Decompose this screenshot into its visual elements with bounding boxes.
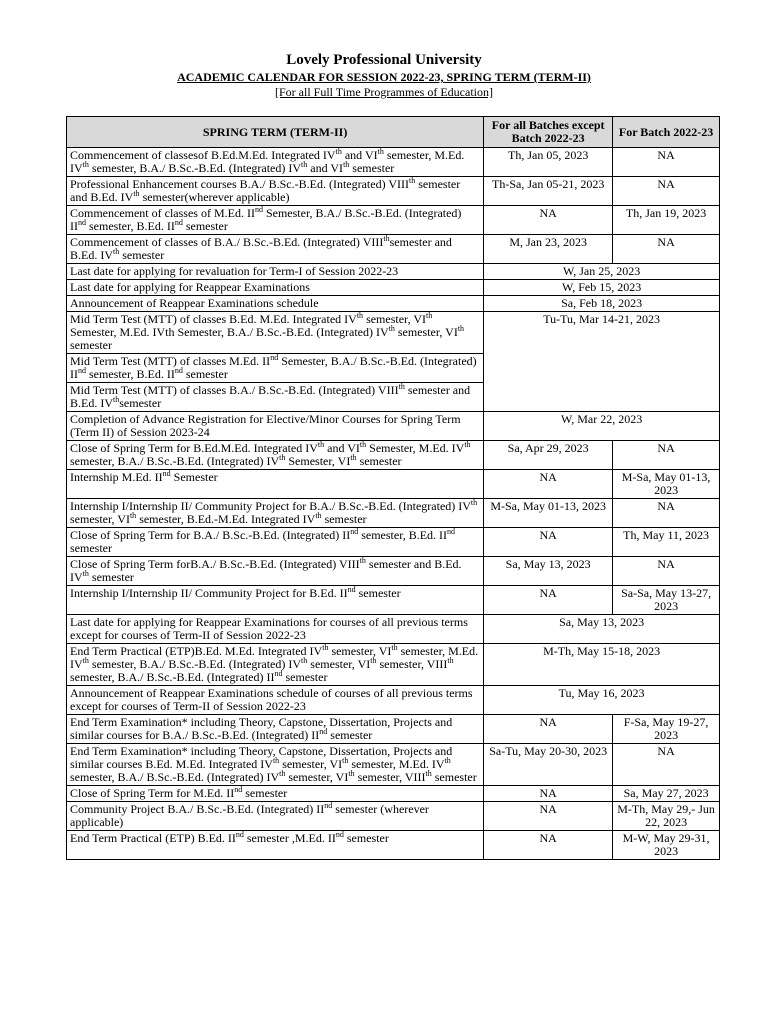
- date-other-batches: Sa, May 13, 2023: [484, 557, 613, 586]
- date-batch-2022-23: NA: [613, 148, 720, 177]
- ordinal-superscript: th: [133, 189, 140, 198]
- ordinal-superscript: th: [322, 643, 329, 652]
- table-row: [67, 296, 720, 312]
- table-row: [67, 235, 720, 264]
- table-row: [67, 264, 720, 280]
- ordinal-superscript: th: [82, 656, 89, 665]
- date-batch-2022-23: M-W, May 29-31, 2023: [613, 831, 720, 860]
- event-description: [67, 528, 484, 557]
- event-text: Last date for applying for Reappear Examinations: [70, 280, 310, 294]
- event-text: Commencement of classesof B.Ed.M.Ed. Integrated IV: [70, 148, 336, 162]
- event-description: [67, 312, 484, 354]
- table-row: [67, 686, 720, 715]
- ordinal-superscript: th: [113, 395, 120, 404]
- date-batch-2022-23: NA: [613, 441, 720, 470]
- event-text: and VI: [307, 161, 344, 175]
- calendar-title: ACADEMIC CALENDAR FOR SESSION 2022-23, SPRING TERM (TERM-II): [177, 70, 591, 84]
- event-description: [67, 831, 484, 860]
- table-row: [67, 206, 720, 235]
- table-row: [67, 470, 720, 499]
- event-text: semester, VIII: [376, 657, 448, 671]
- event-text: semester and B.Ed. IV: [70, 557, 462, 584]
- event-description: [67, 412, 484, 441]
- event-text: Mid Term Test (MTT) of classes B.A./ B.Sc.-B.Ed. (Integrated) VIII: [70, 383, 399, 397]
- event-description: [67, 354, 484, 383]
- ordinal-superscript: nd: [319, 727, 328, 736]
- event-text: semester: [70, 541, 112, 555]
- event-text: semester: [431, 770, 477, 784]
- event-description: [67, 686, 484, 715]
- ordinal-superscript: th: [383, 234, 390, 243]
- event-text: semester: [182, 367, 228, 381]
- ordinal-superscript: th: [342, 756, 349, 765]
- table-row: [67, 586, 720, 615]
- date-all-batches: Sa, May 13, 2023: [484, 615, 720, 644]
- ordinal-superscript: th: [370, 656, 377, 665]
- date-other-batches: NA: [484, 715, 613, 744]
- ordinal-superscript: th: [301, 160, 308, 169]
- event-text: semester ,M.Ed. II: [243, 831, 336, 845]
- table-row: [67, 715, 720, 744]
- date-other-batches: Sa-Tu, May 20-30, 2023: [484, 744, 613, 786]
- ordinal-superscript: nd: [234, 785, 243, 794]
- date-all-batches: M-Th, May 15-18, 2023: [484, 644, 720, 686]
- date-other-batches: M, Jan 23, 2023: [484, 235, 613, 264]
- ordinal-superscript: nd: [324, 801, 333, 810]
- ordinal-superscript: nd: [78, 366, 86, 375]
- event-description: [67, 264, 484, 280]
- event-text: Semester, M.Ed. IVth Semester, B.A./ B.Sc.-B.Ed. (Integrated) IV: [70, 325, 389, 339]
- table-row: [67, 744, 720, 786]
- event-text: Announcement of Reappear Examinations schedule of courses of all previous terms except for courses of Term-II of Session 2022-23: [70, 686, 473, 713]
- date-all-batches: W, Jan 25, 2023: [484, 264, 720, 280]
- date-all-batches: Sa, Feb 18, 2023: [484, 296, 720, 312]
- ordinal-superscript: th: [426, 311, 433, 320]
- event-description: [67, 470, 484, 499]
- ordinal-superscript: th: [272, 756, 280, 765]
- event-description: [67, 557, 484, 586]
- ordinal-superscript: th: [464, 440, 471, 449]
- date-batch-2022-23: NA: [613, 557, 720, 586]
- date-other-batches: NA: [484, 528, 613, 557]
- event-text: Close of Spring Term forB.A./ B.Sc.-B.Ed. (Integrated) VIII: [70, 557, 360, 571]
- ordinal-superscript: th: [113, 247, 120, 256]
- event-text: semester: [343, 831, 389, 845]
- ordinal-superscript: nd: [235, 830, 244, 839]
- ordinal-superscript: th: [348, 769, 355, 778]
- ordinal-superscript: th: [356, 311, 364, 320]
- event-description: [67, 499, 484, 528]
- event-text: Commencement of classes of B.A./ B.Sc.-B.Ed. (Integrated) VIII: [70, 235, 384, 249]
- ordinal-superscript: nd: [78, 218, 86, 227]
- ordinal-superscript: th: [343, 160, 350, 169]
- event-description: [67, 786, 484, 802]
- event-text: semester: [182, 219, 228, 233]
- event-description: [67, 206, 484, 235]
- event-text: semester: [119, 248, 165, 262]
- event-text: Community Project B.A./ B.Sc.-B.Ed. (Integrated) II: [70, 802, 325, 816]
- event-description: [67, 644, 484, 686]
- date-batch-2022-23: Th, Jan 19, 2023: [613, 206, 720, 235]
- event-text: semester and B.Ed. IV: [70, 177, 461, 204]
- event-text: semester, VI: [394, 325, 458, 339]
- event-description: [67, 586, 484, 615]
- table-row: [67, 786, 720, 802]
- date-other-batches: NA: [484, 802, 613, 831]
- date-batch-2022-23: NA: [613, 235, 720, 264]
- ordinal-superscript: nd: [274, 669, 283, 678]
- table-row: [67, 615, 720, 644]
- event-text: semester: [70, 338, 112, 352]
- ordinal-superscript: nd: [174, 218, 183, 227]
- ordinal-superscript: th: [447, 656, 454, 665]
- ordinal-superscript: th: [444, 756, 451, 765]
- event-text: semester, M.Ed. IV: [70, 644, 479, 671]
- date-batch-2022-23: F-Sa, May 19-27, 2023: [613, 715, 720, 744]
- event-text: semester, B.A./ B.Sc.-B.Ed. (Integrated) IV: [70, 770, 280, 784]
- date-all-batches: W, Feb 15, 2023: [484, 280, 720, 296]
- event-text: semester, VIII: [354, 770, 426, 784]
- event-text: semester, VI: [307, 657, 371, 671]
- date-other-batches: NA: [484, 786, 613, 802]
- event-text: semester: [282, 670, 328, 684]
- ordinal-superscript: th: [398, 382, 405, 391]
- table-header-row: [67, 117, 720, 148]
- event-text: semester, B.A./ B.Sc.-B.Ed. (Integrated) IV: [88, 657, 302, 671]
- event-description: [67, 744, 484, 786]
- table-row: [67, 441, 720, 470]
- date-batch-2022-23: Th, May 11, 2023: [613, 528, 720, 557]
- ordinal-superscript: th: [350, 453, 357, 462]
- ordinal-superscript: th: [425, 769, 432, 778]
- event-text: Semester, VI: [285, 454, 351, 468]
- event-text: semester, B.Ed. II: [358, 528, 448, 542]
- event-description: [67, 296, 484, 312]
- event-description: [67, 148, 484, 177]
- event-text: semester: [327, 728, 373, 742]
- column-header-other-batches: For all Batches except Batch 2022-23: [484, 117, 613, 148]
- date-all-batches: Tu, May 16, 2023: [484, 686, 720, 715]
- date-other-batches: NA: [484, 831, 613, 860]
- event-text: Mid Term Test (MTT) of classes M.Ed. II: [70, 354, 271, 368]
- event-description: [67, 441, 484, 470]
- table-row: [67, 528, 720, 557]
- table-row: [67, 802, 720, 831]
- event-text: Semester, M.Ed. IV: [366, 441, 465, 455]
- event-text: Internship M.Ed. II: [70, 470, 163, 484]
- event-text: End Term Practical (ETP)B.Ed. M.Ed. Integrated IV: [70, 644, 323, 658]
- date-batch-2022-23: NA: [613, 744, 720, 786]
- event-text: Last date for applying for revaluation for Term-I of Session 2022-23: [70, 264, 399, 278]
- table-row: [67, 280, 720, 296]
- event-text: semester: [321, 512, 367, 526]
- event-text: semester: [88, 570, 134, 584]
- event-text: Close of Spring Term for B.A./ B.Sc.-B.Ed. (Integrated) II: [70, 528, 351, 542]
- event-text: Semester: [170, 470, 218, 484]
- event-text: and VI: [341, 148, 378, 162]
- event-text: Semester, B.A./ B.Sc.-B.Ed. (Integrated) II: [70, 354, 477, 381]
- date-batch-2022-23: NA: [613, 177, 720, 206]
- event-text: semester: [242, 786, 288, 800]
- event-text: Internship I/Internship II/ Community Project for B.Ed. II: [70, 586, 348, 600]
- academic-calendar-table: [66, 116, 720, 860]
- event-description: [67, 615, 484, 644]
- event-description: [67, 177, 484, 206]
- date-batch-2022-23: NA: [613, 499, 720, 528]
- ordinal-superscript: nd: [174, 366, 183, 375]
- event-text: Semester, B.A./ B.Sc.-B.Ed. (Integrated) II: [70, 206, 462, 233]
- university-title: Lovely Professional University: [286, 52, 482, 68]
- event-text: End Term Examination* including Theory, Capstone, Dissertation, Projects and similar courses for B.A./ B.Sc.-B.Ed. (Integrated) II: [70, 715, 453, 742]
- ordinal-superscript: th: [82, 569, 89, 578]
- ordinal-superscript: th: [315, 511, 322, 520]
- ordinal-superscript: th: [470, 498, 478, 507]
- ordinal-superscript: th: [301, 656, 308, 665]
- ordinal-superscript: nd: [162, 469, 171, 478]
- column-header-batch-2022-23: For Batch 2022-23: [613, 117, 720, 148]
- event-description: [67, 235, 484, 264]
- ordinal-superscript: nd: [254, 205, 263, 214]
- ordinal-superscript: nd: [335, 830, 344, 839]
- table-row: [67, 148, 720, 177]
- date-other-batches: NA: [484, 586, 613, 615]
- table-row: [67, 412, 720, 441]
- date-other-batches: Sa, Apr 29, 2023: [484, 441, 613, 470]
- date-all-batches: W, Mar 22, 2023: [484, 412, 720, 441]
- ordinal-superscript: th: [129, 511, 137, 520]
- calendar-subtitle: [For all Full Time Programmes of Education]: [275, 85, 493, 99]
- event-text: semester (wherever applicable): [70, 802, 429, 829]
- event-text: semester, B.A./ B.Sc.-B.Ed. (Integrated) IV: [88, 161, 302, 175]
- event-text: Professional Enhancement courses B.A./ B.Sc.-B.Ed. (Integrated) VIII: [70, 177, 410, 191]
- event-text: semester, B.A./ B.Sc.-B.Ed. (Integrated) II: [70, 670, 275, 684]
- column-header-event: SPRING TERM (TERM-II): [67, 117, 484, 148]
- table-row: [67, 557, 720, 586]
- event-text: Last date for applying for Reappear Examinations for courses of all previous terms except for courses of Term-II of Session 2022-23: [70, 615, 468, 642]
- event-text: and VI: [324, 441, 360, 455]
- event-text: Completion of Advance Registration for Elective/Minor Courses for Spring Term (Term II) of Session 2023-24: [70, 412, 461, 439]
- event-text: Commencement of classes of M.Ed. II: [70, 206, 255, 220]
- table-row: [67, 177, 720, 206]
- event-text: semester, VI: [285, 770, 349, 784]
- event-text: semester and B.Ed. IV: [70, 235, 452, 262]
- date-other-batches: NA: [484, 470, 613, 499]
- ordinal-superscript: th: [388, 324, 395, 333]
- date-other-batches: Th-Sa, Jan 05-21, 2023: [484, 177, 613, 206]
- ordinal-superscript: th: [317, 440, 325, 449]
- event-text: Mid Term Test (MTT) of classes B.Ed. M.Ed. Integrated IV: [70, 312, 357, 326]
- date-other-batches: Th, Jan 05, 2023: [484, 148, 613, 177]
- event-text: Close of Spring Term for M.Ed. II: [70, 786, 235, 800]
- event-text: semester, VI: [70, 512, 130, 526]
- event-text: semester, VI: [328, 644, 392, 658]
- date-batch-2022-23: Sa-Sa, May 13-27, 2023: [613, 586, 720, 615]
- event-text: Close of Spring Term for B.Ed.M.Ed. Integrated IV: [70, 441, 318, 455]
- ordinal-superscript: nd: [447, 527, 456, 536]
- event-text: Internship I/Internship II/ Community Project for B.A./ B.Sc.-B.Ed. (Integrated) IV: [70, 499, 471, 513]
- event-text: semester, M.Ed. IV: [70, 148, 465, 175]
- ordinal-superscript: th: [335, 147, 342, 156]
- table-row: [67, 312, 720, 354]
- event-text: End Term Practical (ETP) B.Ed. II: [70, 831, 236, 845]
- event-text: semester, B.Ed. II: [86, 367, 175, 381]
- ordinal-superscript: th: [359, 556, 366, 565]
- date-batch-2022-23: M-Th, May 29,- Jun 22, 2023: [613, 802, 720, 831]
- ordinal-superscript: nd: [347, 585, 356, 594]
- event-text: semester, M.Ed. IV: [348, 757, 445, 771]
- ordinal-superscript: th: [279, 769, 286, 778]
- ordinal-superscript: th: [82, 160, 89, 169]
- ordinal-superscript: th: [391, 643, 398, 652]
- date-batch-2022-23: M-Sa, May 01-13, 2023: [613, 470, 720, 499]
- table-body: [67, 148, 720, 860]
- date-all-batches: Tu-Tu, Mar 14-21, 2023: [484, 312, 720, 412]
- table-row: [67, 831, 720, 860]
- event-text: semester: [349, 161, 395, 175]
- table-row: [67, 644, 720, 686]
- event-text: semester: [356, 454, 402, 468]
- ordinal-superscript: th: [457, 324, 465, 333]
- event-text: End Term Examination* including Theory, Capstone, Dissertation, Projects and similar courses B.Ed. M.Ed. Integrated IV: [70, 744, 453, 771]
- ordinal-superscript: th: [377, 147, 384, 156]
- date-other-batches: NA: [484, 206, 613, 235]
- event-text: semester, VI: [363, 312, 427, 326]
- event-text: semester, VI: [279, 757, 343, 771]
- ordinal-superscript: nd: [270, 353, 279, 362]
- event-description: [67, 802, 484, 831]
- event-text: semester: [355, 586, 401, 600]
- ordinal-superscript: nd: [350, 527, 359, 536]
- ordinal-superscript: th: [359, 440, 367, 449]
- event-text: semester, B.A./ B.Sc.-B.Ed. (Integrated) IV: [70, 454, 280, 468]
- event-text: semester, B.Ed. II: [86, 219, 175, 233]
- event-text: semester and B.Ed. IV: [70, 383, 471, 410]
- date-batch-2022-23: Sa, May 27, 2023: [613, 786, 720, 802]
- event-text: semester: [119, 396, 162, 410]
- event-text: Announcement of Reappear Examinations schedule: [70, 296, 319, 310]
- table-row: [67, 499, 720, 528]
- event-description: [67, 383, 484, 412]
- event-text: semester(wherever applicable): [139, 190, 290, 204]
- ordinal-superscript: th: [409, 176, 416, 185]
- date-other-batches: M-Sa, May 01-13, 2023: [484, 499, 613, 528]
- event-description: [67, 280, 484, 296]
- ordinal-superscript: th: [279, 453, 286, 462]
- event-text: semester, B.Ed.-M.Ed. Integrated IV: [136, 512, 316, 526]
- event-description: [67, 715, 484, 744]
